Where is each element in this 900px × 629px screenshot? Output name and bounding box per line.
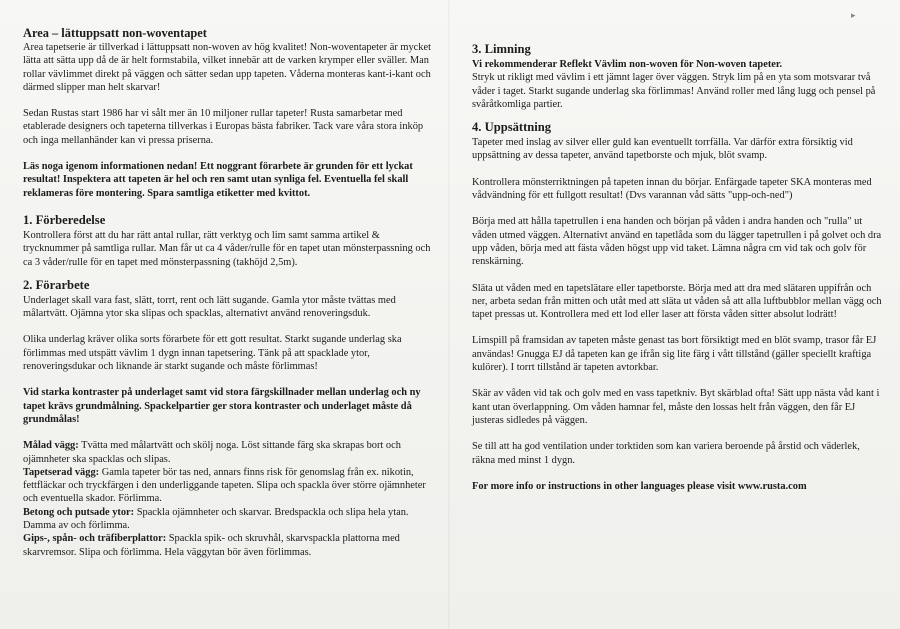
- section-4-paragraph-5: Limspill på framsidan av tapeten måste genast tas bort försiktigt med en blöt svamp, trasor får EJ användas! Gnugga EJ då tapeten kan ge ifrån sig lite färg i vått tillstånd (gäller speciellt kraftiga kulörer). I torrt tillstånd är tapeten avtorkbar.: [472, 335, 877, 374]
- section-4-paragraph-2: Kontrollera mönsterriktningen på tapeten innan du börjar. Enfärgade tapeter SKA monteras med vådvändning för ett fullgott resultat! (Dvs varannan våd sätts "upp-och-ned"): [472, 176, 872, 202]
- page-title: Area – lättuppsatt non-woventapet: [23, 26, 207, 40]
- concrete-label: Betong och putsade ytor:: [23, 506, 135, 518]
- page-fold: [448, 0, 450, 629]
- board-text: Spackla spik- och skruvhål, skarvspackla plattorna med skarvremsor. Slipa och förlimma. Hela väggytan bör även förlimmas.: [23, 533, 400, 558]
- section-3-heading: 3. Limning: [472, 42, 531, 56]
- section-2-paragraph-1: Underlaget skall vara fast, slätt, torrt, rent och lätt sugande. Gamla ytor måste tvättas med målartvätt. Ojämna ytor ska slipas och spacklas, alternativt använd renoveringsduk.: [23, 294, 396, 320]
- papered-wall-text: Gamla tapeter bör tas ned, annars finns risk för genomslag från ex. nikotin, fettfläckar och tryckfärgen i den underliggande tapeten. Slipa och spackla över större ojämnheter och eventuella skador. Förlimma.: [23, 466, 426, 505]
- board-item: [23, 532, 433, 559]
- concrete-item: [23, 506, 433, 533]
- section-2-bold-note: Vid starka kontraster på underlaget samt vid stora färgskillnader mellan underlag och ny tapet krävs grundmålning. Spackelpartier ger stora kontraster och underlaget måste då grundmålas!: [23, 387, 421, 425]
- warning-paragraph: Läs noga igenom informationen nedan! Ett noggrant förarbete är grunden för ett lyckat resultat! Inspektera att tapeten är hel och ren samt utan synliga fel. Eventuella fel skall reklameras före montering. Spara samtliga etiketter med kvittot.: [23, 161, 413, 199]
- board-label: Gips-, spån- och träfiberplattor:: [23, 533, 167, 545]
- painted-wall-item: [23, 439, 433, 466]
- papered-wall-label: Tapetserad vägg:: [23, 466, 100, 478]
- intro-paragraph: Area tapetserie är tillverkad i lättuppsatt non-woven av hög kvalitet! Non-woventapeter är mycket lätta att sätta upp då de är helt formstabila, vilket innebär att de varken krymper eller sväller. Man rollar vävlimmet direkt på väggen och sätter sedan upp tapeten. Våderna monteras kant-i-kant och därmed slipper man helt skarvar!: [23, 42, 431, 93]
- section-1-heading: 1. Förberedelse: [23, 212, 106, 227]
- section-4-paragraph-7: Se till att ha god ventilation under torktiden som kan variera beroende på årstid och väderlek, räkna med minst 1 dygn.: [472, 441, 860, 466]
- section-4-paragraph-1: Tapeter med inslag av silver eller guld kan eventuellt torrfälla. Var därför extra försiktig vid uppsättning av dessa tapeter, använd tapetborste och mjuk, blöt svamp.: [472, 137, 853, 162]
- section-4-paragraph-4: Släta ut våden med en tapetslätare eller tapetborste. Börja med att dra med slätaren uppifrån och ner, arbeta sedan från mitten och utåt med att släta ut våden så att alla luftbubblor mellan vägg och tapet pressas ut. Kontrollera med ett lod eller laser att första våden sitter absolut lodrätt!: [472, 282, 882, 321]
- painted-wall-label: Målad vägg:: [23, 440, 79, 452]
- section-4-paragraph-3: Börja med att hålla tapetrullen i ena handen och början på våden i andra handen och "rulla" ut våden utmed väggen. Alternativt använd en tapetlåda som du lägger tapetrullen i på golvet och dra upp våden, börja med att fästa våden högst upp vid taket. Lämna några cm vid tak och golv för renskärning.: [472, 216, 882, 268]
- section-3-text: Stryk ut rikligt med vävlim i ett jämnt lager över väggen. Stryk lim på en yta som motsvarar två våder i taget. Starkt sugande underlag ska förlimmas! Använd roller med lång lugg och pensel på svåråtkomliga partier.: [472, 72, 876, 110]
- right-column: [472, 42, 882, 506]
- section-3-recommendation: Vi rekommenderar Reflekt Vävlim non-woven för Non-woven tapeter.: [472, 59, 783, 70]
- papered-wall-item: [23, 466, 433, 506]
- left-column: [23, 26, 433, 559]
- footer-more-info: For more info or instructions in other languages please visit www.rusta.com: [472, 480, 807, 492]
- section-1-text: Kontrollera först att du har rätt antal rullar, rätt verktyg och lim samt samma artikel & trycknummer på samtliga rullar. Man får ut ca 4 våder/rulle för en tapet utan mönsterpassning och ca 3 våder/rulle för en tapet med mönsterpassning (takhöjd 2,5m).: [23, 229, 431, 268]
- rusta-paragraph: Sedan Rustas start 1986 har vi sålt mer än 10 miljoner rullar tapeter! Rusta samarbetar med etablerade designers och tapeterna tillverkas i Europas bästa fabriker. Tack vare våra stora inköp och inga mellanhänder kan vi pressa priserna.: [23, 108, 424, 146]
- section-2-paragraph-2: Olika underlag kräver olika sorts förarbete för ett gott resultat. Starkt sugande underlag ska förlimmas med utspätt vävlim 1 dygn innan tapetsering. Tänk på att spacklade ytor, renoveringsdukar och liknande är starkt sugande och måste förlimmas!: [23, 334, 402, 373]
- concrete-text: Spackla ojämnheter och skarvar. Bredspackla och slipa hela ytan. Damma av och förlimma.: [23, 506, 409, 532]
- section-2-heading: 2. Förarbete: [23, 277, 90, 292]
- section-4-heading: 4. Uppsättning: [472, 120, 552, 135]
- section-4-paragraph-6: Skär av våden vid tak och golv med en vass tapetkniv. Byt skärblad ofta! Sätt upp nästa våd kant i kant utan överlappning. Om våden hamnar fel, måste den lossas helt från väggen, den får EJ justeras sidledes på väggen.: [472, 388, 880, 426]
- painted-wall-text: Tvätta med målartvätt och skölj noga. Löst sittande färg ska skrapas bort och ojämnheter ska spacklas och slipas.: [23, 440, 401, 465]
- corner-mark: ▸: [851, 10, 856, 20]
